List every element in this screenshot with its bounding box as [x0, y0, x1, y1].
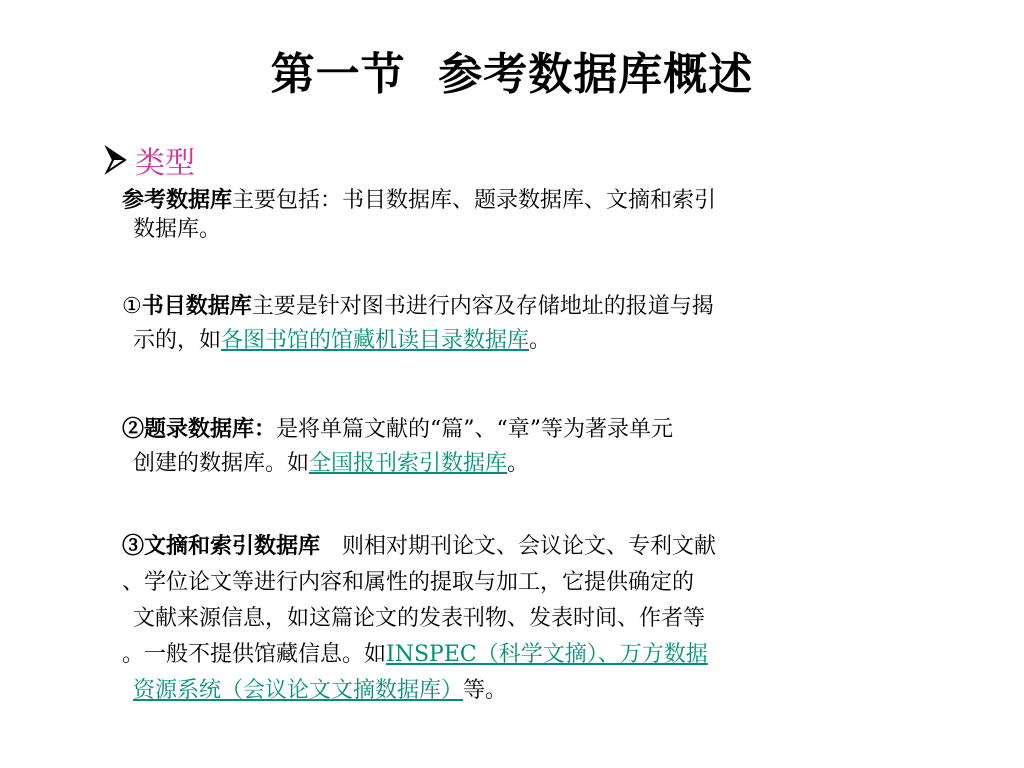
item2-link[interactable]: 全国报刊索引数据库	[309, 451, 508, 476]
item3-text-line4: 。一般不提供馆藏信息。如	[122, 642, 387, 667]
arrow-bullet-icon	[103, 145, 129, 175]
item3-link-inspec[interactable]: INSPEC（科学文摘）、万方数据	[386, 642, 708, 667]
item1-period: 。	[529, 328, 552, 353]
item2-text-cont: 创建的数据库。如	[133, 451, 310, 476]
slide-title: 第一节 参考数据库概述	[270, 49, 754, 100]
item3-text-line2: 、学位论文等进行内容和属性的提取与加工，它提供确定的	[122, 570, 695, 595]
item1-text: 主要是针对图书进行内容及存储地址的报道与揭	[251, 294, 714, 319]
bullet-section-header	[103, 140, 195, 180]
item1-link[interactable]: 各图书馆的馆藏机读目录数据库	[221, 328, 530, 353]
item1-marker: ①	[122, 294, 142, 319]
intro-text-cont: 数据库。	[133, 217, 222, 242]
item3-text: 则相对期刊论文、会议论文、专利文献	[320, 534, 717, 559]
intro-text: 主要包括：书目数据库、题录数据库、文摘和索引	[232, 188, 717, 213]
intro-term: 参考数据库	[122, 187, 233, 213]
item-index	[122, 412, 902, 481]
item2-term: ②题录数据库：	[122, 416, 277, 442]
intro-paragraph	[122, 186, 902, 244]
item1-text-cont: 示的，如	[133, 328, 222, 353]
item1-term: 书目数据库	[141, 293, 252, 319]
item3-link-wanfang[interactable]: 资源系统（会议论文文摘数据库）	[133, 678, 464, 703]
item2-period: 。	[507, 451, 530, 476]
item3-text-line3: 文献来源信息，如这篇论文的发表刊物、发表时间、作者等	[133, 606, 706, 631]
item-bibliographic	[122, 289, 902, 358]
item2-text: 是将单篇文献的“篇”、“章”等为著录单元	[276, 417, 674, 442]
item3-text-end: 等。	[463, 678, 508, 703]
item3-term: ③文摘和索引数据库	[122, 533, 321, 559]
item-abstract	[122, 528, 902, 709]
section-heading: 类型	[135, 146, 195, 181]
